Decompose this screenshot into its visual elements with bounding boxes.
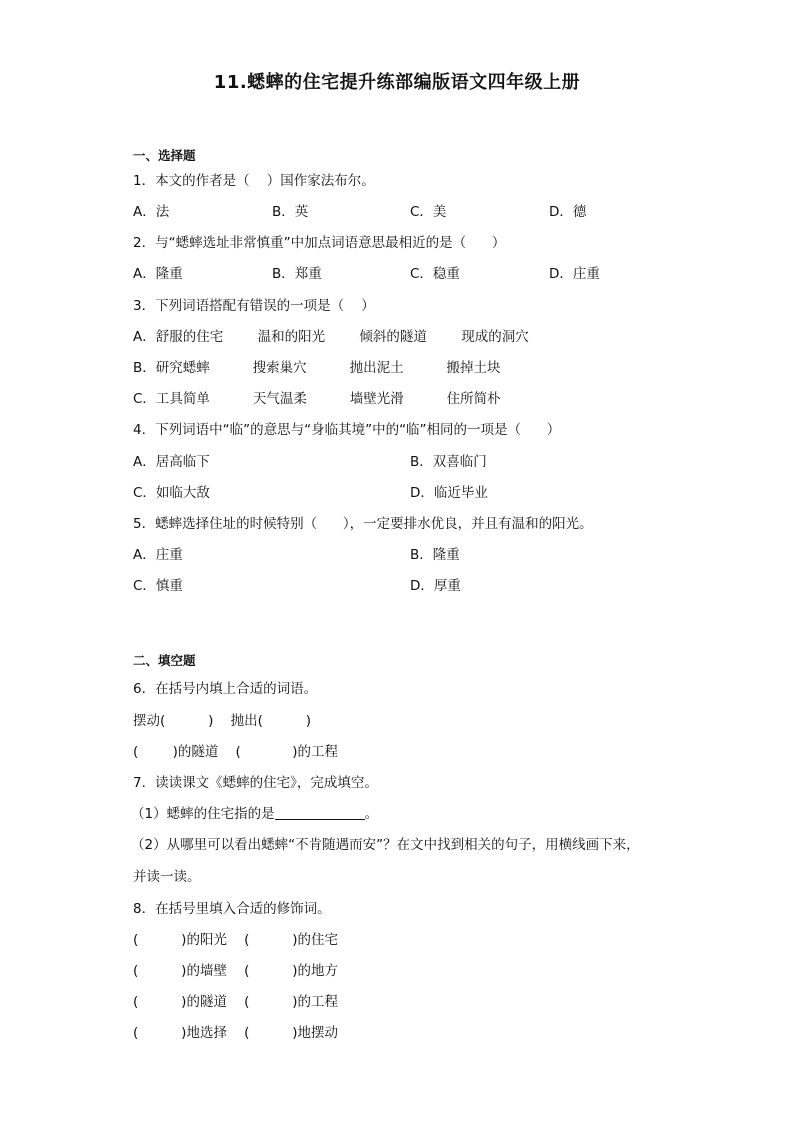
question-4-stem: 4．下列词语中“临”的意思与“身临其境”中的“临”相同的一项是（ ） (133, 422, 561, 438)
question-7-sub-1-text: （1）蟋蟀的住宅指的是 (131, 806, 275, 822)
question-5-stem: 5．蟋蟀选择住址的时候特别（ ），一定要排水优良，并且有温和的阳光。 (133, 516, 593, 532)
question-6-row-1: 摆动( ) 抛出( ) (133, 713, 312, 729)
question-8-row-1: ( )的阳光 ( )的住宅 (133, 932, 339, 948)
question-7-sub-2-line-2: 并读一读。 (133, 869, 201, 885)
question-5-option-b: B．隆重 (410, 547, 460, 563)
question-8-row-4: ( )地选择 ( )地摆动 (133, 1025, 339, 1041)
question-7-stem: 7．读读课文《蟋蟀的住宅》，完成填空。 (133, 775, 378, 791)
question-6-stem: 6．在括号内填上合适的词语。 (133, 681, 318, 697)
question-4-option-c: C．如临大敌 (133, 485, 210, 501)
question-1-stem: 1．本文的作者是（ ）国作家法布尔。 (133, 173, 375, 189)
question-6-row-2: ( )的隧道 ( )的工程 (133, 744, 339, 760)
answer-blank[interactable] (275, 805, 365, 820)
question-1-option-a: A．法 (133, 204, 170, 220)
question-2-option-d: D．庄重 (549, 266, 600, 282)
question-2-option-a: A．隆重 (133, 266, 183, 282)
question-8-stem: 8．在括号里填入合适的修饰词。 (133, 901, 331, 917)
page-title: 11.蟋蟀的住宅提升练部编版语文四年级上册 (213, 72, 581, 93)
section-heading-choice: 一、选择题 (133, 148, 196, 163)
question-4-option-b: B．双喜临门 (410, 454, 487, 470)
question-5-option-c: C．慎重 (133, 578, 183, 594)
question-7-sub-1-end: 。 (364, 806, 379, 822)
section-heading-fill-in: 二、填空题 (133, 653, 196, 668)
question-3-stem: 3．下列词语搭配有错误的一项是（ ） (133, 298, 375, 314)
question-7-sub-2-line-1: （2）从哪里可以看出蟋蟀“不肯随遇而安”？在文中找到相关的句子，用横线画下来， (131, 837, 640, 853)
question-8-row-3: ( )的隧道 ( )的工程 (133, 994, 339, 1010)
question-1-option-b: B．英 (272, 204, 309, 220)
question-4-option-a: A．居高临下 (133, 454, 210, 470)
question-3-option-c: C．工具简单 天气温柔 墙壁光滑 住所简朴 (133, 391, 501, 407)
question-1-option-d: D．德 (549, 204, 587, 220)
question-3-option-b: B．研究蟋蟀 搜索巢穴 抛出泥土 搬掉土块 (133, 360, 501, 376)
question-2-option-c: C．稳重 (410, 266, 460, 282)
question-7-sub-1 (131, 804, 378, 824)
question-5-option-d: D．厚重 (410, 578, 461, 594)
question-1-option-c: C．美 (410, 204, 447, 220)
question-8-row-2: ( )的墙壁 ( )的地方 (133, 963, 339, 979)
question-4-option-d: D．临近毕业 (410, 485, 488, 501)
question-5-option-a: A．庄重 (133, 547, 183, 563)
question-2-stem: 2．与“蟋蟀选址非常慎重”中加点词语意思最相近的是（ ） (133, 235, 506, 251)
question-2-option-b: B．郑重 (272, 266, 322, 282)
question-3-option-a: A．舒服的住宅 温和的阳光 倾斜的隧道 现成的洞穴 (133, 329, 529, 345)
